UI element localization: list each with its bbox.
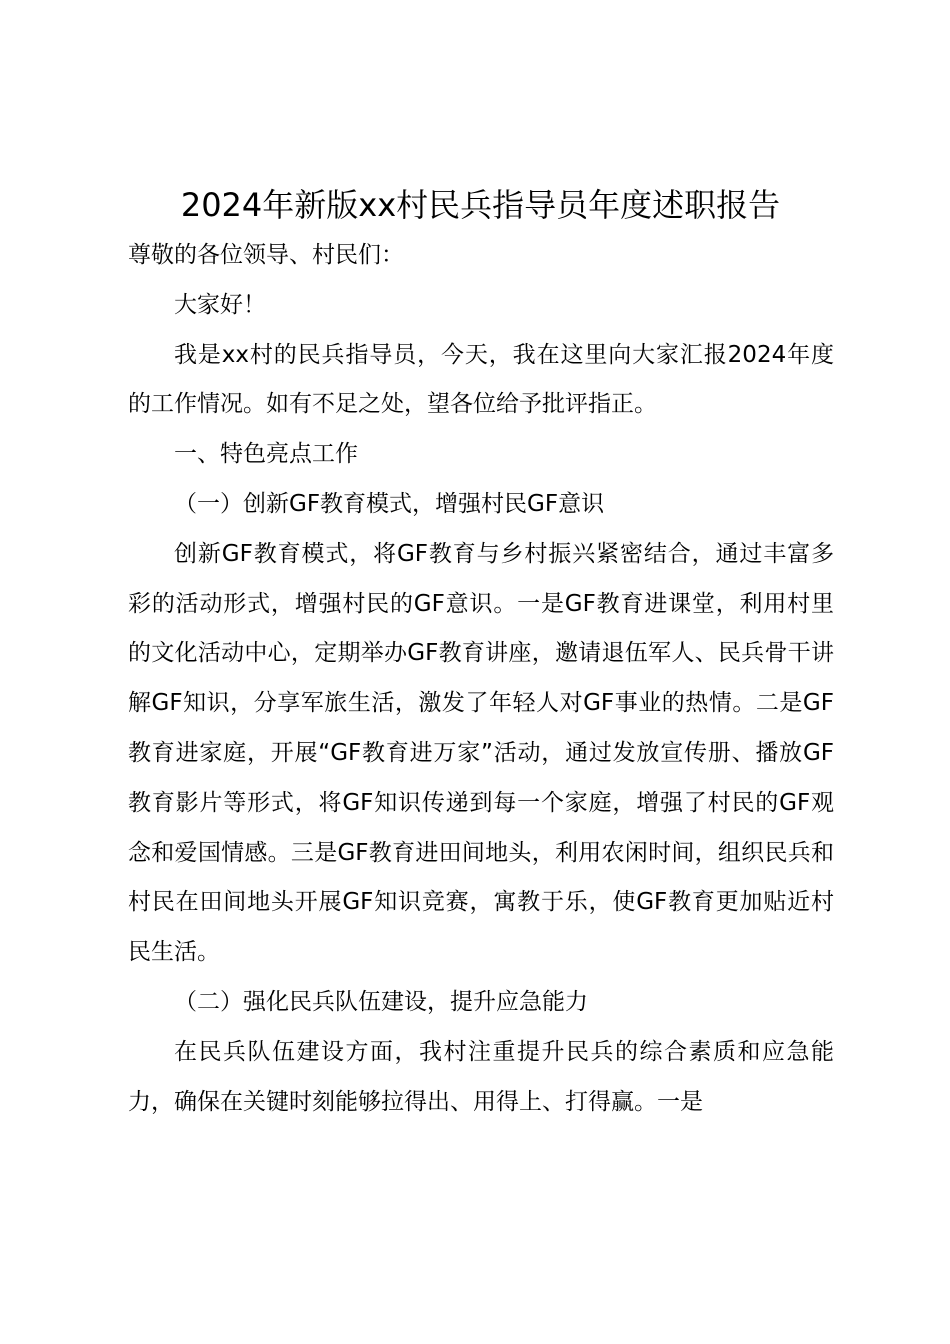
greeting: 大家好！ — [174, 291, 266, 318]
subsection-body-1: 创新GF教育模式，将GF教育与乡村振兴紧密结合，通过丰富多彩的活动形式，增强村民的GF意识。一是GF教育进课堂，利用村里的文化活动中心，定期举办GF教育讲座，邀请退伍军人、民兵骨干讲解GF知识，分享军旅生活，激发了年轻人对GF事业的热情。二是GF教育进家庭，开展“GF教育进万家”活动，通过发放宣传册、播放GF教育影片等形式，将GF知识传递到每一个家庭，增强了村民的GF观念和爱国情感。三是GF教育进田间地头，利用农闲时间，组织民兵和村民在田间地头开展GF知识竞赛，寓教于乐，使GF教育更加贴近村民生活。 — [128, 540, 834, 966]
subsection-heading-2: （二）强化民兵队伍建设，提升应急能力 — [174, 988, 588, 1015]
salutation: 尊敬的各位领导、村民们： — [128, 242, 404, 268]
subsection-body-2: 在民兵队伍建设方面，我村注重提升民兵的综合素质和应急能力，确保在关键时刻能够拉得出、用得上、打得赢。一是 — [128, 1038, 834, 1115]
document-title: 2024年新版xx村民兵指导员年度述职报告 — [180, 186, 781, 224]
intro-paragraph: 我是xx村的民兵指导员，今天，我在这里向大家汇报2024年度的工作情况。如有不足之处，望各位给予批评指正。 — [128, 341, 834, 418]
section-heading-1: 一、特色亮点工作 — [174, 441, 358, 468]
subsection-heading-1: （一）创新GF教育模式，增强村民GF意识 — [174, 490, 605, 517]
document-body — [128, 231, 834, 1127]
